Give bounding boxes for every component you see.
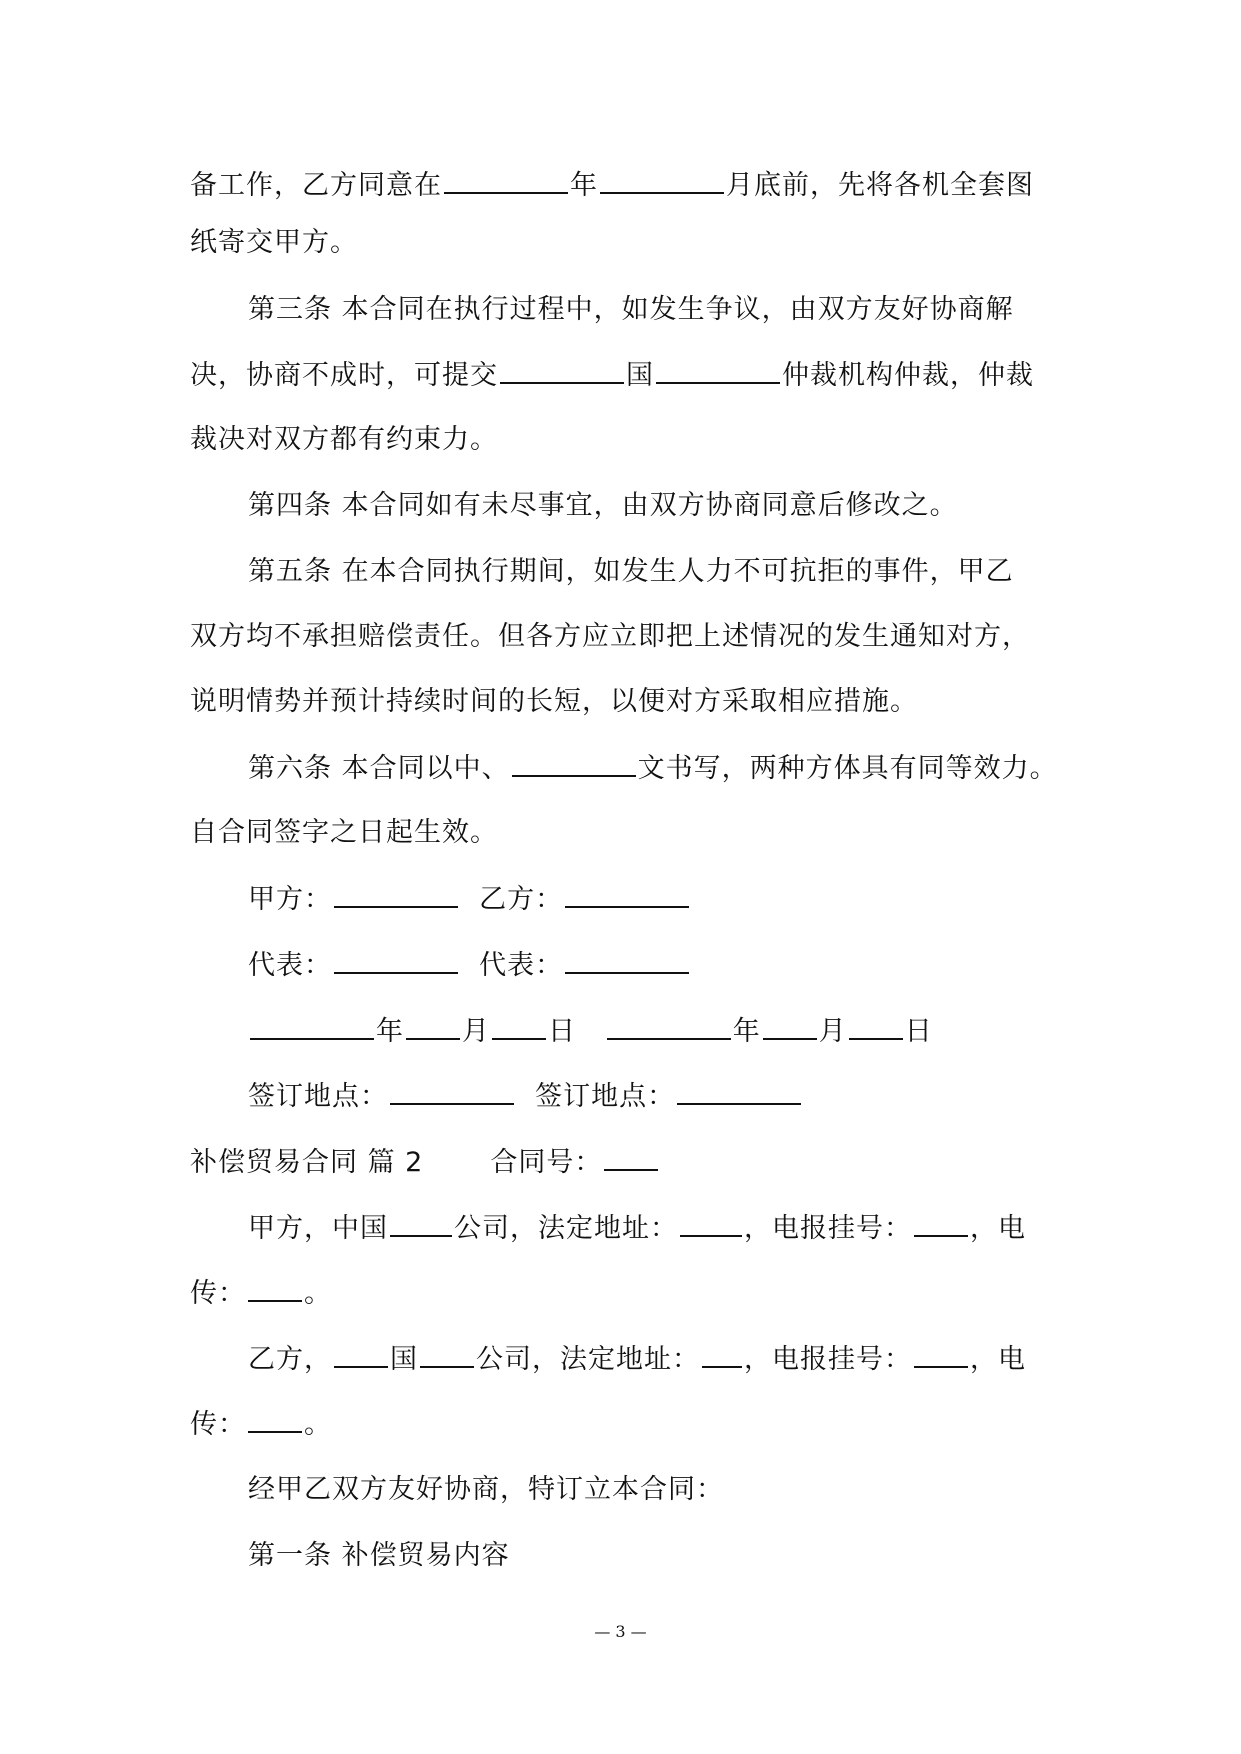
fill-blank (656, 355, 780, 384)
fill-blank (500, 355, 624, 384)
fill-blank (390, 1076, 514, 1105)
text: 传： (190, 1409, 246, 1440)
text: 日 (904, 1016, 933, 1047)
place-b-label: 签订地点： (535, 1081, 676, 1112)
text: 乙方， (248, 1344, 332, 1375)
paragraph-line (190, 682, 918, 722)
fill-blank (565, 945, 689, 974)
page-number: — 3 — (594, 1622, 647, 1641)
article-6-line (248, 748, 1058, 789)
text: 仲裁机构仲裁，仲裁 (782, 360, 1034, 391)
text: ，电报挂号： (744, 1344, 912, 1375)
fill-blank (702, 1339, 742, 1368)
text: 年 (732, 1016, 761, 1047)
fill-blank (607, 1011, 731, 1040)
article-5-line (248, 552, 1014, 592)
fill-blank (390, 1208, 452, 1237)
fill-blank (512, 748, 636, 777)
article-4-line (248, 486, 958, 526)
text: 公司，法定地址： (454, 1213, 678, 1244)
fill-blank (334, 879, 458, 908)
text: 说明情势并预计持续时间的长短，以便对方采取相应措施。 (190, 686, 918, 717)
paragraph-line (190, 420, 498, 460)
contract-heading (190, 1142, 660, 1183)
text: 传： (190, 1278, 246, 1309)
article-3-line (248, 290, 1014, 330)
text: 月 (818, 1016, 847, 1047)
text: 双方均不承担赔偿责任。但各方应立即把上述情况的发生通知对方， (190, 621, 1030, 652)
fill-blank (250, 1011, 374, 1040)
article-1-heading (248, 1536, 510, 1576)
fill-blank (677, 1076, 801, 1105)
fill-blank (763, 1011, 817, 1040)
text: 。 (304, 1278, 332, 1309)
text: 国 (626, 360, 654, 391)
text: 月底前，先将各机全套图 (726, 170, 1034, 201)
rep-b-label: 代表： (479, 950, 564, 981)
rep-a-label: 代表： (248, 950, 332, 981)
fill-blank (600, 165, 724, 194)
fill-blank (604, 1142, 658, 1171)
fill-blank (334, 945, 458, 974)
text: 公司，法定地址： (476, 1344, 700, 1375)
fill-blank (914, 1208, 968, 1237)
text: 文书写，两种方体具有同等效力。 (637, 753, 1058, 784)
fill-blank (248, 1404, 302, 1433)
text: 裁决对双方都有约束力。 (190, 424, 498, 455)
text: 年 (570, 170, 598, 201)
paragraph-line (190, 1273, 332, 1314)
fill-blank (334, 1339, 388, 1368)
agreement-intro-line (248, 1470, 724, 1510)
fill-blank (406, 1011, 460, 1040)
contract-number-label: 合同号： (490, 1147, 603, 1178)
text: ，电报挂号： (744, 1213, 912, 1244)
paragraph-line (190, 165, 1034, 206)
place-a-label: 签订地点： (248, 1081, 388, 1112)
fill-blank (492, 1011, 546, 1040)
fill-blank (680, 1208, 742, 1237)
text: 年 (376, 1016, 404, 1047)
text: 决，协商不成时，可提交 (190, 360, 498, 391)
party-b-label: 乙方： (479, 884, 564, 915)
party-b-info-line (248, 1339, 1026, 1380)
text: 第六条 本合同以中、 (248, 753, 510, 784)
contract-title: 补偿贸易合同 篇 2 (190, 1147, 424, 1178)
signing-place-line (248, 1076, 803, 1117)
fill-blank (849, 1011, 903, 1040)
text: 。 (304, 1409, 332, 1440)
signature-rep-line (248, 945, 691, 986)
text: ，电 (970, 1213, 1026, 1244)
text: 日 (548, 1016, 576, 1047)
party-a-info-line (248, 1208, 1026, 1249)
text: 经甲乙双方友好协商，特订立本合同： (248, 1474, 724, 1505)
text: 第一条 补偿贸易内容 (248, 1540, 510, 1571)
text: ，电 (970, 1344, 1026, 1375)
fill-blank (248, 1273, 302, 1302)
party-a-label: 甲方： (248, 884, 332, 915)
text: 月 (462, 1016, 490, 1047)
paragraph-line (190, 617, 1030, 657)
text: 国 (390, 1344, 418, 1375)
fill-blank (444, 165, 568, 194)
fill-blank (420, 1339, 474, 1368)
fill-blank (565, 879, 689, 908)
fill-blank (914, 1339, 968, 1368)
text: 纸寄交甲方。 (190, 227, 358, 258)
text: 第五条 在本合同执行期间，如发生人力不可抗拒的事件，甲乙 (248, 556, 1014, 587)
text: 备工作，乙方同意在 (190, 170, 442, 201)
paragraph-line (190, 1404, 332, 1445)
paragraph-line (190, 355, 1034, 396)
paragraph-line (190, 223, 358, 263)
signature-party-line (248, 879, 691, 920)
text: 甲方，中国 (248, 1213, 388, 1244)
text: 第三条 本合同在执行过程中，如发生争议，由双方友好协商解 (248, 294, 1014, 325)
text: 自合同签字之日起生效。 (190, 817, 498, 848)
text: 第四条 本合同如有未尽事宜，由双方协商同意后修改之。 (248, 490, 958, 521)
paragraph-line (190, 813, 498, 853)
signature-date-line (248, 1011, 933, 1052)
